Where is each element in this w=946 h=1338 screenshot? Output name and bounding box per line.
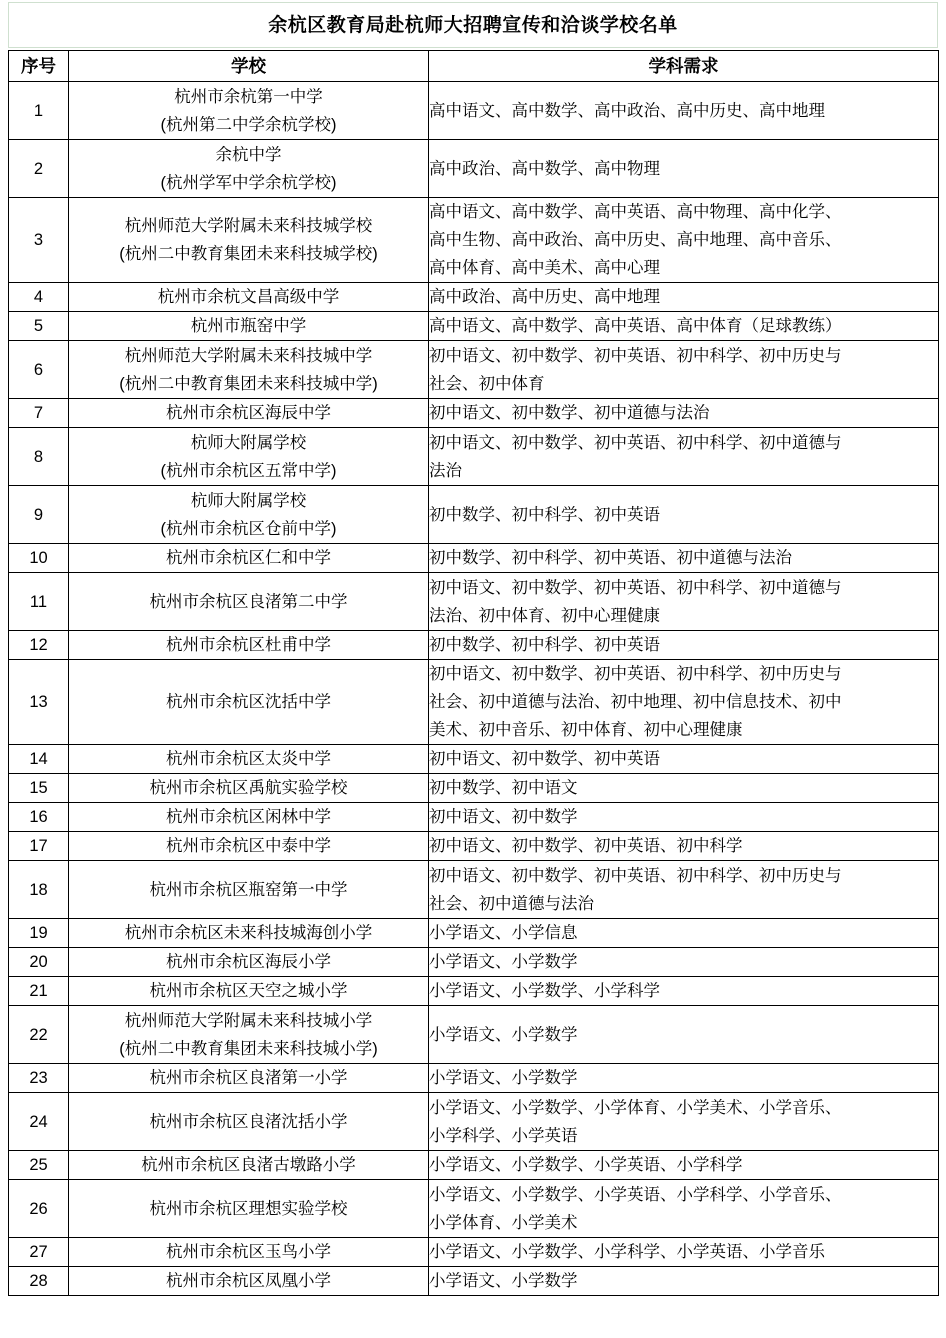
cell-subject-demand <box>429 544 939 573</box>
cell-subject-demand <box>429 1238 939 1267</box>
school-name-line: 杭州市余杭区仁和中学 <box>166 549 331 567</box>
school-name-line: 杭州市余杭区中泰中学 <box>166 837 331 855</box>
cell-index: 13 <box>9 660 69 745</box>
subject-demand-line: 社会、初中道德与法治、初中地理、初中信息技术、初中 <box>429 693 842 711</box>
school-name-line: (杭州二中教育集团未来科技城小学) <box>119 1039 378 1058</box>
cell-index: 21 <box>9 977 69 1006</box>
cell-subject-demand <box>429 1180 939 1238</box>
cell-subject-demand <box>429 919 939 948</box>
school-name-line: 余杭中学 <box>215 145 282 164</box>
school-name-line: 杭州市余杭区凤凰小学 <box>166 1272 331 1290</box>
subject-demand-line: 高中政治、高中历史、高中地理 <box>429 288 660 306</box>
cell-subject-demand <box>429 573 939 631</box>
school-name-line: 杭州市余杭区良渚古墩路小学 <box>141 1156 356 1174</box>
cell-school-name <box>69 861 429 919</box>
subject-demand-line: 初中语文、初中数学、初中英语、初中科学、初中历史与 <box>429 346 842 365</box>
table-row <box>9 1267 939 1296</box>
school-name-line: 杭州市余杭区理想实验学校 <box>149 1199 348 1218</box>
cell-school-name <box>69 919 429 948</box>
subject-demand-line: 初中语文、初中数学、初中英语、初中科学、初中道德与 <box>429 578 842 597</box>
cell-school-name <box>69 948 429 977</box>
cell-school-name <box>69 832 429 861</box>
cell-index: 8 <box>9 428 69 486</box>
subject-demand-line: 小学语文、小学数学、小学体育、小学美术、小学音乐、 <box>429 1098 842 1117</box>
table-header <box>9 51 939 82</box>
school-name-line: 杭州市余杭区玉鸟小学 <box>166 1243 331 1261</box>
cell-school-name <box>69 140 429 198</box>
cell-subject-demand <box>429 1064 939 1093</box>
school-name-line: 杭州市余杭区良渚沈括小学 <box>149 1112 348 1131</box>
table-row <box>9 140 939 198</box>
school-name-line: 杭州师范大学附属未来科技城学校 <box>124 217 373 235</box>
school-name-line: (杭州学军中学余杭学校) <box>160 173 337 192</box>
cell-school-name <box>69 312 429 341</box>
table-row <box>9 1064 939 1093</box>
cell-subject-demand <box>429 486 939 544</box>
cell-index: 6 <box>9 341 69 399</box>
cell-school-name <box>69 803 429 832</box>
cell-school-name <box>69 544 429 573</box>
table-row <box>9 573 939 631</box>
table-row <box>9 745 939 774</box>
table-row <box>9 774 939 803</box>
school-name-line: (杭州第二中学余杭学校) <box>160 115 337 134</box>
cell-subject-demand <box>429 1093 939 1151</box>
subject-demand-line: 小学语文、小学数学、小学英语、小学科学、小学音乐、 <box>429 1185 842 1204</box>
cell-subject-demand <box>429 283 939 312</box>
table-row <box>9 312 939 341</box>
cell-index: 7 <box>9 399 69 428</box>
cell-school-name <box>69 283 429 312</box>
school-name-line: 杭州市余杭区禹航实验学校 <box>149 779 348 797</box>
table-row <box>9 341 939 399</box>
subject-demand-line: 初中语文、初中数学、初中英语、初中科学 <box>429 837 743 855</box>
cell-school-name <box>69 399 429 428</box>
school-name-line: 杭州市余杭区未来科技城海创小学 <box>124 924 373 942</box>
subject-demand-line: 高中政治、高中数学、高中物理 <box>429 159 660 178</box>
cell-school-name <box>69 1093 429 1151</box>
cell-index: 20 <box>9 948 69 977</box>
school-name-line: 杭州市余杭第一中学 <box>174 87 323 106</box>
table-row <box>9 832 939 861</box>
school-name-line: 杭州市余杭区太炎中学 <box>166 750 331 768</box>
cell-school-name <box>69 660 429 745</box>
subject-demand-line: 高中语文、高中数学、高中英语、高中物理、高中化学、 <box>429 203 842 221</box>
school-name-line: (杭州市余杭区仓前中学) <box>160 519 337 538</box>
cell-subject-demand <box>429 977 939 1006</box>
cell-index: 26 <box>9 1180 69 1238</box>
column-header-need: 学科需求 <box>429 51 939 82</box>
cell-school-name <box>69 977 429 1006</box>
subject-demand-line: 高中生物、高中政治、高中历史、高中地理、高中音乐、 <box>429 231 842 249</box>
cell-index: 12 <box>9 631 69 660</box>
table-row <box>9 948 939 977</box>
subject-demand-line: 初中语文、初中数学、初中道德与法治 <box>429 404 710 422</box>
school-name-line: 杭州师范大学附属未来科技城中学 <box>124 346 373 365</box>
subject-demand-line: 高中语文、高中数学、高中政治、高中历史、高中地理 <box>429 101 825 120</box>
school-name-line: 杭州市余杭区天空之城小学 <box>149 982 348 1000</box>
cell-subject-demand <box>429 660 939 745</box>
school-name-line: 杭州市余杭区良渚第一小学 <box>149 1069 348 1087</box>
cell-subject-demand <box>429 745 939 774</box>
school-name-line: 杭州市余杭文昌高级中学 <box>157 288 340 306</box>
cell-school-name <box>69 198 429 283</box>
document-title-cell <box>8 2 938 48</box>
cell-index: 2 <box>9 140 69 198</box>
school-name-line: 杭州市余杭区沈括中学 <box>166 693 331 711</box>
school-recruitment-table <box>8 50 939 1296</box>
cell-subject-demand <box>429 1267 939 1296</box>
cell-index: 14 <box>9 745 69 774</box>
table-row <box>9 919 939 948</box>
subject-demand-line: 初中语文、初中数学、初中英语 <box>429 750 660 768</box>
page-title: 余杭区教育局赴杭师大招聘宣传和洽谈学校名单 <box>268 14 678 36</box>
column-header-school: 学校 <box>69 51 429 82</box>
cell-school-name <box>69 428 429 486</box>
subject-demand-line: 小学语文、小学数学、小学英语、小学科学 <box>429 1156 743 1174</box>
cell-index: 27 <box>9 1238 69 1267</box>
subject-demand-line: 小学语文、小学信息 <box>429 924 578 942</box>
cell-index: 24 <box>9 1093 69 1151</box>
cell-index: 9 <box>9 486 69 544</box>
cell-subject-demand <box>429 948 939 977</box>
cell-subject-demand <box>429 312 939 341</box>
subject-demand-line: 小学科学、小学英语 <box>429 1126 578 1145</box>
table-row <box>9 399 939 428</box>
subject-demand-line: 初中数学、初中科学、初中英语 <box>429 636 660 654</box>
table-row <box>9 544 939 573</box>
cell-school-name <box>69 745 429 774</box>
school-name-line: 杭师大附属学校 <box>190 433 307 452</box>
subject-demand-line: 小学语文、小学数学 <box>429 1069 578 1087</box>
cell-subject-demand <box>429 774 939 803</box>
subject-demand-line: 初中语文、初中数学、初中英语、初中科学、初中历史与 <box>429 866 842 885</box>
cell-school-name <box>69 573 429 631</box>
cell-school-name <box>69 1006 429 1064</box>
subject-demand-line: 小学语文、小学数学 <box>429 953 578 971</box>
school-name-line: (杭州二中教育集团未来科技城中学) <box>119 374 378 393</box>
subject-demand-line: 初中数学、初中科学、初中英语、初中道德与法治 <box>429 549 792 567</box>
cell-index: 3 <box>9 198 69 283</box>
table-row <box>9 660 939 745</box>
subject-demand-line: 美术、初中音乐、初中体育、初中心理健康 <box>429 721 743 739</box>
cell-index: 5 <box>9 312 69 341</box>
table-row <box>9 1238 939 1267</box>
cell-subject-demand <box>429 140 939 198</box>
column-header-no: 序号 <box>9 51 69 82</box>
school-name-line: 杭州市瓶窑中学 <box>190 317 307 335</box>
school-name-line: 杭州市余杭区瓶窑第一中学 <box>149 880 348 899</box>
cell-subject-demand <box>429 198 939 283</box>
cell-subject-demand <box>429 82 939 140</box>
table-row <box>9 1006 939 1064</box>
cell-subject-demand <box>429 832 939 861</box>
cell-index: 19 <box>9 919 69 948</box>
cell-school-name <box>69 341 429 399</box>
cell-subject-demand <box>429 631 939 660</box>
cell-index: 25 <box>9 1151 69 1180</box>
cell-index: 17 <box>9 832 69 861</box>
subject-demand-line: 初中语文、初中数学、初中英语、初中科学、初中历史与 <box>429 665 842 683</box>
subject-demand-line: 小学语文、小学数学、小学科学、小学英语、小学音乐 <box>429 1243 825 1261</box>
cell-school-name <box>69 1180 429 1238</box>
cell-subject-demand <box>429 861 939 919</box>
subject-demand-line: 小学语文、小学数学、小学科学 <box>429 982 660 1000</box>
cell-index: 1 <box>9 82 69 140</box>
cell-school-name <box>69 774 429 803</box>
school-name-line: 杭州市余杭区良渚第二中学 <box>149 592 348 611</box>
cell-school-name <box>69 486 429 544</box>
subject-demand-line: 高中体育、高中美术、高中心理 <box>429 259 660 277</box>
subject-demand-line: 法治 <box>429 461 462 480</box>
subject-demand-line: 社会、初中道德与法治 <box>429 894 594 913</box>
cell-school-name <box>69 1151 429 1180</box>
cell-subject-demand <box>429 399 939 428</box>
school-name-line: 杭州市余杭区海辰中学 <box>166 404 331 422</box>
table-header-row <box>9 51 939 82</box>
cell-index: 28 <box>9 1267 69 1296</box>
cell-subject-demand <box>429 341 939 399</box>
cell-index: 22 <box>9 1006 69 1064</box>
table-row <box>9 1151 939 1180</box>
subject-demand-line: 初中数学、初中语文 <box>429 779 578 797</box>
cell-subject-demand <box>429 1151 939 1180</box>
cell-school-name <box>69 631 429 660</box>
school-name-line: 杭州市余杭区闲林中学 <box>166 808 331 826</box>
table-row <box>9 486 939 544</box>
cell-index: 16 <box>9 803 69 832</box>
table-row <box>9 428 939 486</box>
school-name-line: 杭州师范大学附属未来科技城小学 <box>124 1011 373 1030</box>
cell-index: 18 <box>9 861 69 919</box>
subject-demand-line: 法治、初中体育、初中心理健康 <box>429 606 660 625</box>
school-name-line: 杭师大附属学校 <box>190 491 307 510</box>
subject-demand-line: 初中数学、初中科学、初中英语 <box>429 505 660 524</box>
school-name-line: (杭州二中教育集团未来科技城学校) <box>119 245 378 263</box>
table-body <box>9 82 939 1296</box>
subject-demand-line: 初中语文、初中数学、初中英语、初中科学、初中道德与 <box>429 433 842 452</box>
cell-index: 10 <box>9 544 69 573</box>
cell-school-name <box>69 1267 429 1296</box>
cell-subject-demand <box>429 803 939 832</box>
subject-demand-line: 小学语文、小学数学 <box>429 1272 578 1290</box>
cell-index: 23 <box>9 1064 69 1093</box>
table-row <box>9 198 939 283</box>
subject-demand-line: 社会、初中体育 <box>429 374 545 393</box>
cell-school-name <box>69 82 429 140</box>
subject-demand-line: 小学语文、小学数学 <box>429 1025 578 1044</box>
table-row <box>9 803 939 832</box>
subject-demand-line: 初中语文、初中数学 <box>429 808 578 826</box>
table-row <box>9 977 939 1006</box>
table-row <box>9 82 939 140</box>
cell-subject-demand <box>429 1006 939 1064</box>
cell-index: 4 <box>9 283 69 312</box>
cell-school-name <box>69 1238 429 1267</box>
school-name-line: (杭州市余杭区五常中学) <box>160 461 337 480</box>
table-row <box>9 283 939 312</box>
cell-subject-demand <box>429 428 939 486</box>
cell-index: 11 <box>9 573 69 631</box>
table-row <box>9 1180 939 1238</box>
school-name-line: 杭州市余杭区杜甫中学 <box>166 636 331 654</box>
school-name-line: 杭州市余杭区海辰小学 <box>166 953 331 971</box>
table-row <box>9 1093 939 1151</box>
cell-school-name <box>69 1064 429 1093</box>
table-row <box>9 631 939 660</box>
subject-demand-line: 高中语文、高中数学、高中英语、高中体育（足球教练） <box>429 317 842 335</box>
subject-demand-line: 小学体育、小学美术 <box>429 1213 578 1232</box>
cell-index: 15 <box>9 774 69 803</box>
table-row <box>9 861 939 919</box>
